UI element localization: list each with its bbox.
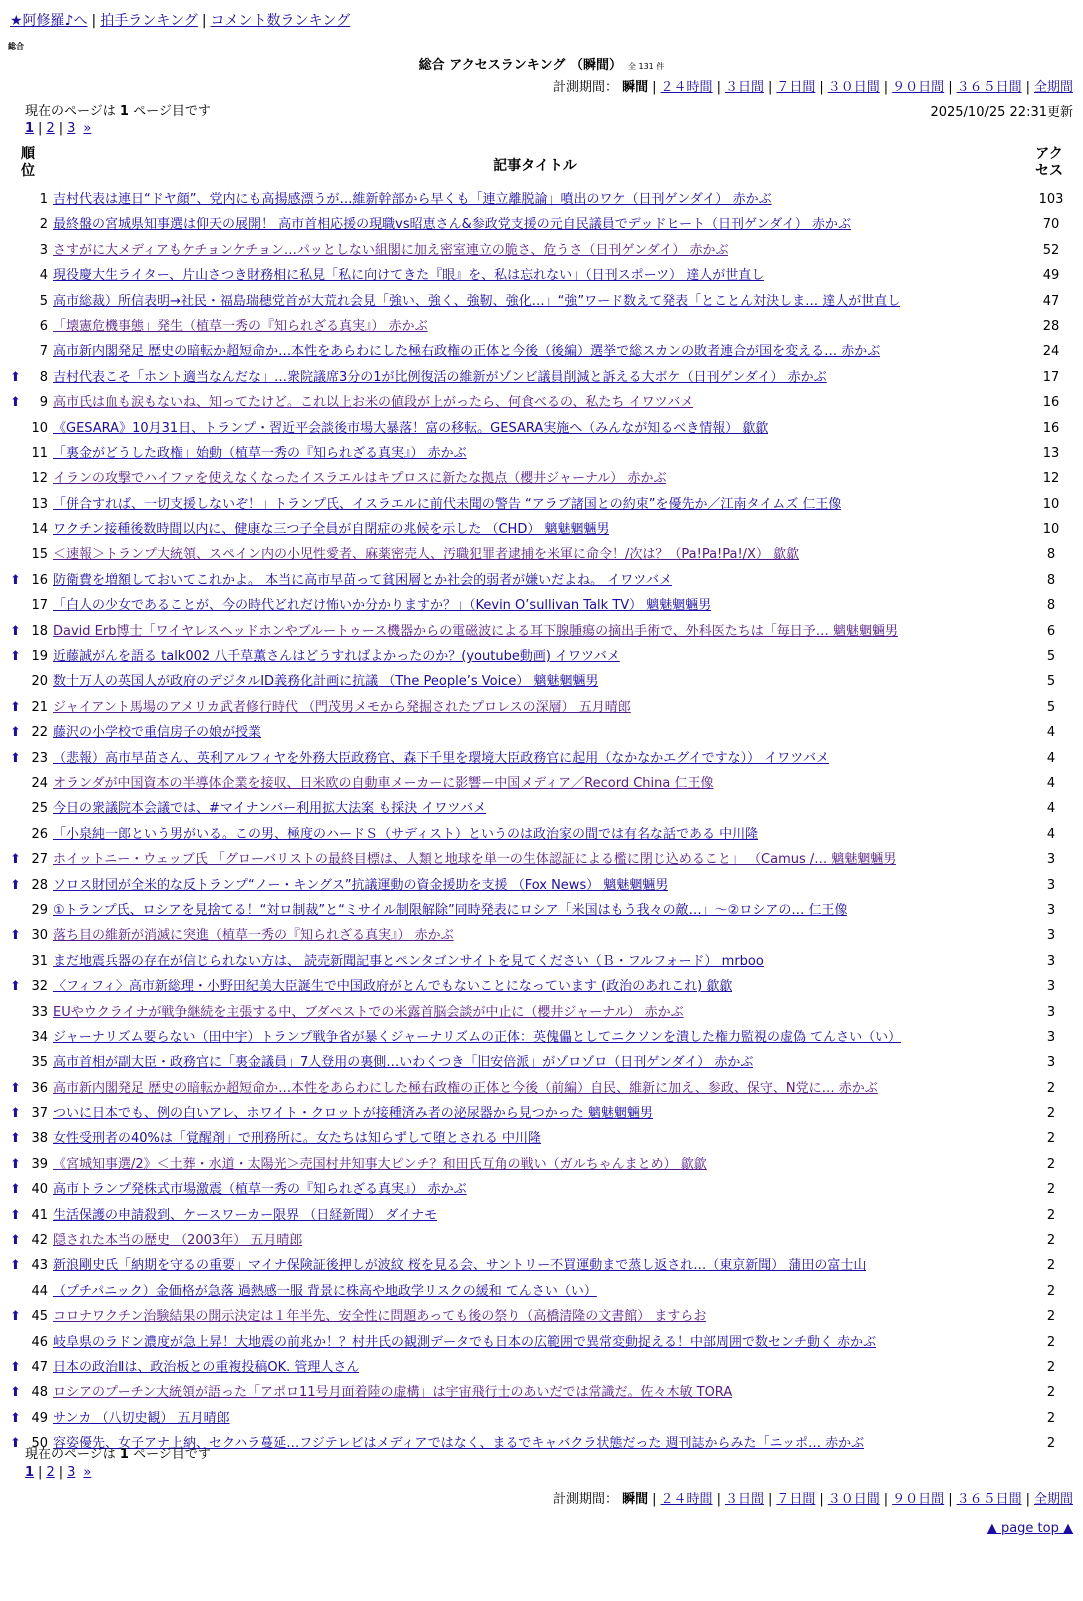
table-row [0, 1204, 1083, 1229]
access-count: 3 [1046, 852, 1056, 868]
separator: | [38, 1465, 43, 1480]
rank-number: 27 [31, 852, 48, 868]
table-row [0, 823, 1083, 848]
article-link[interactable]: 「白人の少女であることが、今の時代どれだけ怖いか分かりますか？」（Kevin O’sullivan Talk TV） 魑魅魍魎男 [53, 598, 712, 614]
article-link[interactable]: イランの攻撃でハイファを使えなくなったイスラエルはキプロスに新たな拠点（櫻井ジャーナル） 赤かぶ [53, 471, 667, 487]
article-link[interactable]: さすがに大メディアもケチョンケチョン…パッとしない組閣に加え密室連立の脆さ、危うさ（日刊ゲンダイ） 赤かぶ [53, 242, 729, 258]
rank-number: 4 [39, 268, 48, 284]
separator: | [716, 1492, 721, 1507]
rank-number: 10 [31, 420, 48, 436]
up-arrow-icon: ⬆ [10, 369, 21, 385]
article-link[interactable]: 日本の政治Ⅱは、政治板との重複投稿OK. 管理人さん [53, 1359, 360, 1375]
table-row [0, 417, 1083, 442]
table-row [0, 696, 1083, 721]
table-row [0, 1051, 1083, 1076]
table-row [0, 721, 1083, 746]
access-count: 4 [1046, 775, 1056, 791]
article-link[interactable]: ソロス財団が全米的な反トランプ“ノー・キングス”抗議運動の資金援助を支援 （Fox News） 魑魅魍魎男 [53, 877, 669, 893]
article-link[interactable]: 新浪剛史氏「納期を守るの重要」マイナ保険証後押しが波紋 桜を見る会、サントリー不買運動まで蒸し返され…（東京新聞） 蒲田の富士山 [53, 1258, 867, 1274]
rank-number: 3 [39, 242, 48, 258]
access-count: 8 [1046, 598, 1056, 614]
rank-number: 25 [31, 801, 48, 817]
article-link[interactable]: 最終盤の宮城県知事選は仰天の展開！ 高市首相応援の現職vs昭恵さん&参政党支援の元自民議員でデッドヒート（日刊ゲンダイ） 赤かぶ [53, 217, 852, 233]
period-link[interactable]: ７日間 [776, 80, 816, 95]
table-row [0, 239, 1083, 264]
rank-number: 44 [31, 1283, 48, 1299]
up-arrow-icon: ⬆ [10, 877, 21, 893]
pager-current[interactable]: 1 [25, 1465, 35, 1480]
access-count: 4 [1046, 750, 1056, 766]
rank-number: 46 [31, 1334, 48, 1350]
article-link[interactable]: 高市氏は血も涙もないね、知ってたけど。これ以上お米の値段が上がったら、何食べるの、私たち イワツバメ [53, 395, 694, 411]
article-link[interactable]: 女性受刑者の40%は「覚醒剤」で刑務所に。女たちは知らずして堕とされる 中川隆 [53, 1131, 542, 1147]
up-arrow-icon: ⬆ [10, 572, 21, 588]
article-link[interactable]: まだ地震兵器の存在が信じられない方は、 読売新聞記事とペンタゴンサイトを見てください（Ｂ・フルフォード） mrboo [53, 953, 764, 969]
table-row [0, 620, 1083, 645]
rank-number: 42 [31, 1233, 48, 1249]
table-row [0, 645, 1083, 670]
period-label: 計測期間： [552, 80, 618, 95]
home-link[interactable]: ★阿修羅♪へ [10, 13, 88, 29]
access-count: 12 [1042, 471, 1060, 487]
access-header: アクセス [1035, 146, 1063, 179]
access-count: 2 [1046, 1436, 1056, 1452]
article-link[interactable]: コロナワクチン治験結果の開示決定は１年半先、安全性に問題あっても後の祭り（高橋清隆の文書館） ますらお [53, 1309, 707, 1325]
table-row [0, 797, 1083, 822]
pager-bottom [25, 1465, 91, 1480]
up-arrow-icon: ⬆ [10, 1410, 21, 1426]
table-row [0, 442, 1083, 467]
rank-number: 49 [31, 1410, 48, 1426]
period-link[interactable]: ７日間 [776, 1492, 816, 1507]
access-count: 4 [1046, 826, 1056, 842]
rank-number: 29 [31, 902, 48, 918]
article-link[interactable]: 「小泉純一郎という男がいる。この男、極度のハードＳ（サディスト）というのは政治家の間では有名な話である 中川隆 [53, 826, 759, 842]
access-count: 52 [1042, 242, 1060, 258]
separator: | [948, 1492, 953, 1507]
rank-number: 21 [31, 699, 48, 715]
rank-number: 22 [31, 725, 48, 741]
period-current: 瞬間 [622, 1492, 649, 1507]
article-link[interactable]: 〈フィフィ〉高市新総理・小野田紀美大臣誕生で中国政府がとんでもないことになっています (政治のあれこれ) 歙歙 [53, 979, 733, 995]
up-arrow-icon: ⬆ [10, 1207, 21, 1223]
period-current: 瞬間 [622, 80, 649, 95]
ranking-table [0, 188, 1083, 1458]
article-link[interactable]: David Erb博士「ワイヤレスヘッドホンやブルートゥース機器からの電磁波による耳下腺腫瘍の摘出手術で、外科医たちは「毎日予… 魑魅魍魎男 [53, 623, 898, 639]
table-row [0, 1305, 1083, 1330]
up-arrow-icon: ⬆ [10, 395, 21, 411]
access-count: 8 [1046, 572, 1056, 588]
table-row [0, 340, 1083, 365]
rank-number: 17 [31, 598, 48, 614]
table-row [0, 899, 1083, 924]
access-count: 3 [1046, 1029, 1056, 1045]
article-link[interactable]: 落ち目の維新が消滅に突進（植草一秀の『知られざる真実』） 赤かぶ [53, 928, 454, 944]
up-arrow-icon: ⬆ [10, 649, 21, 665]
access-count: 2 [1046, 1106, 1056, 1122]
separator: | [1025, 80, 1030, 95]
period-link[interactable]: ３０日間 [827, 80, 880, 95]
article-link[interactable]: ワクチン接種後数時間以内に、健康な三つ子全員が自閉症の兆候を示した （CHD） 魑魅魍魎男 [53, 522, 610, 538]
rank-number: 28 [31, 877, 48, 893]
table-row [0, 1026, 1083, 1051]
article-link[interactable]: ①トランプ氏、ロシアを見捨てる！“対ロ制裁”と“ミサイル制限解除”同時発表にロシア「米国はもう我々の敵…」～②ロシアの… 仁王像 [53, 902, 848, 918]
updated-timestamp: 2025/10/25 22:31更新 [930, 105, 1073, 120]
up-arrow-icon: ⬆ [10, 1258, 21, 1274]
table-row [0, 315, 1083, 340]
access-count: 103 [1038, 192, 1064, 207]
separator: | [819, 80, 824, 95]
page-top-link-wrap [987, 1521, 1073, 1536]
rank-number: 39 [31, 1156, 48, 1172]
rank-number: 8 [39, 369, 48, 385]
rank-number: 32 [31, 979, 48, 995]
rank-number: 45 [31, 1309, 48, 1325]
article-link[interactable]: ついに日本でも、例の白いアレ、ホワイト・クロットが接種済み者の泌尿器から見つかった 魑魅魍魎男 [53, 1106, 653, 1122]
article-link[interactable]: 《宮城知事選/2》＜土葬・水道・太陽光＞売国村井知事大ピンチ？和田氏互角の戦い（ガルちゃんまとめ） 歙歙 [53, 1156, 707, 1172]
access-count: 3 [1046, 979, 1056, 995]
access-count: 70 [1042, 217, 1060, 233]
access-count: 3 [1046, 1055, 1056, 1071]
article-link[interactable]: （悲報）高市早苗さん、英利アルフィヤを外務大臣政務官、森下千里を環境大臣政務官に起用（なかなかエグイですな）） イワツバメ [53, 750, 829, 766]
access-count: 3 [1046, 902, 1056, 918]
article-link[interactable]: ロシアのプーチン大統領が語った「アポロ11号月面着陸の虚構」は宇宙飛行士のあいだでは常識だ。佐々木敏 TORA [53, 1385, 733, 1401]
page-status-top: 現在のページは 1 ページ目です [25, 104, 211, 119]
separator: | [883, 1492, 889, 1507]
access-count: 2 [1046, 1080, 1056, 1096]
access-count: 24 [1042, 344, 1060, 360]
page-title [0, 54, 1083, 73]
period-link[interactable]: ２４時間 [660, 1492, 713, 1507]
up-arrow-icon: ⬆ [10, 852, 21, 868]
period-link[interactable]: ３６５日間 [956, 80, 1022, 95]
period-link[interactable]: ２４時間 [660, 80, 713, 95]
pager-top [25, 121, 91, 136]
separator: | [948, 80, 953, 95]
rank-number: 18 [31, 623, 48, 639]
pager-link[interactable]: 3 [67, 121, 76, 136]
rank-number: 26 [31, 826, 48, 842]
pager-link[interactable]: 3 [67, 1465, 76, 1480]
article-link[interactable]: 現役慶大生ライター、片山さつき財務相に私見「私に向けてきた『眼』を、私は忘れない」（日刊スポーツ） 達人が世直し [53, 268, 765, 284]
pager-link[interactable]: 2 [46, 121, 55, 136]
table-row [0, 975, 1083, 1000]
table-row [0, 1280, 1083, 1305]
pager-next[interactable]: » [83, 1465, 92, 1480]
article-link[interactable]: 高市総裁）所信表明→社民・福島瑞穂党首が大荒れ会見「強い、強く、強靭、強化…」“強”ワード数えて発表「とことん対決しま… 達人が世直し [53, 293, 901, 309]
period-link[interactable]: ３日間 [724, 1492, 764, 1507]
total-count: 全 131 件 [627, 62, 665, 71]
access-count: 16 [1042, 395, 1060, 411]
article-link[interactable]: 《GESARA》10月31日、トランプ・習近平会談後市場大暴落！富の移転。GESARA実施へ（みんなが知るべき情報） 歙歙 [53, 420, 769, 436]
table-row [0, 188, 1083, 213]
access-count: 4 [1046, 801, 1056, 817]
table-row [0, 290, 1083, 315]
title-text: 総合 アクセスランキング （瞬間） [418, 58, 622, 73]
article-link[interactable]: 近藤誠がんを語る talk002 八千草薫さんはどうすればよかったのか？(youtube動画) イワツバメ [53, 649, 620, 665]
up-arrow-icon: ⬆ [10, 1080, 21, 1096]
comment-ranking-link[interactable]: コメント数ランキング [210, 13, 351, 29]
table-row [0, 1077, 1083, 1102]
table-row [0, 1356, 1083, 1381]
up-arrow-icon: ⬆ [10, 1156, 21, 1172]
up-arrow-icon: ⬆ [10, 699, 21, 715]
up-arrow-icon: ⬆ [10, 1309, 21, 1325]
rank-number: 41 [31, 1207, 48, 1223]
access-count: 5 [1046, 649, 1056, 665]
table-row [0, 467, 1083, 492]
article-link[interactable]: 「壊憲危機事態」発生（植草一秀の『知られざる真実』） 赤かぶ [53, 318, 428, 334]
article-link[interactable]: 「裏金がどうした政権」始動（植草一秀の『知られざる真実』） 赤かぶ [53, 445, 467, 461]
separator: | [652, 80, 657, 95]
article-link[interactable]: 藤沢の小学校で重信房子の娘が授業 [53, 725, 262, 741]
access-count: 4 [1046, 725, 1056, 741]
period-link[interactable]: ３０日間 [827, 1492, 880, 1507]
up-arrow-icon: ⬆ [10, 928, 21, 944]
pager-link[interactable]: 2 [46, 1465, 55, 1480]
article-link[interactable]: ホイットニー・ウェッブ氏 「グローバリストの最終目標は、人類と地球を単一の生体認証による檻に閉じ込めること」 （Camus /… 魑魅魍魎男 [53, 852, 897, 868]
article-link[interactable]: 今日の衆議院本会議では、#マイナンバー利用拡大法案 も採決 イワツバメ [53, 801, 487, 817]
clap-ranking-link[interactable]: 拍手ランキング [100, 13, 198, 29]
article-link[interactable]: 生活保護の申請殺到、ケースワーカー限界 （日経新聞） ダイナモ [53, 1207, 438, 1223]
article-link[interactable]: ジャイアント馬場のアメリカ武者修行時代 （門茂男メモから発掘されたプロレスの深層） 五月晴郎 [53, 699, 631, 715]
access-count: 2 [1046, 1233, 1056, 1249]
table-row [0, 1102, 1083, 1127]
up-arrow-icon: ⬆ [10, 979, 21, 995]
table-row [0, 366, 1083, 391]
rank-number: 14 [31, 522, 48, 538]
table-row [0, 1127, 1083, 1152]
access-count: 2 [1046, 1309, 1056, 1325]
table-row [0, 670, 1083, 695]
rank-number: 1 [39, 192, 48, 207]
table-row [0, 213, 1083, 238]
period-link[interactable]: ３６５日間 [956, 1492, 1022, 1507]
separator: | [1025, 1492, 1030, 1507]
up-arrow-icon: ⬆ [10, 1385, 21, 1401]
access-count: 2 [1046, 1334, 1056, 1350]
access-count: 17 [1042, 369, 1060, 385]
rank-number: 16 [31, 572, 48, 588]
table-row [0, 518, 1083, 543]
period-link[interactable]: ３日間 [724, 80, 764, 95]
access-count: 3 [1046, 1004, 1056, 1020]
period-link[interactable]: ９０日間 [892, 80, 945, 95]
table-row [0, 391, 1083, 416]
table-row [0, 747, 1083, 772]
up-arrow-icon: ⬆ [10, 1359, 21, 1375]
access-count: 8 [1046, 547, 1056, 563]
rank-number: 35 [31, 1055, 48, 1071]
separator: | [652, 1492, 657, 1507]
table-row [0, 1381, 1083, 1406]
access-count: 2 [1046, 1359, 1056, 1375]
period-selector-bottom [553, 1488, 1073, 1507]
access-count: 2 [1046, 1410, 1056, 1426]
rank-number: 48 [31, 1385, 48, 1401]
separator: | [767, 80, 773, 95]
access-count: 28 [1042, 318, 1060, 334]
up-arrow-icon: ⬆ [10, 1233, 21, 1249]
article-link[interactable]: ジャーナリズム要らない（田中宇）トランプ戦争省が暴くジャーナリズムの正体：英傀儡としてニクソンを潰した権力監視の虚偽 てんさい（い） [53, 1029, 902, 1045]
access-count: 6 [1046, 623, 1056, 639]
rank-number: 20 [31, 674, 48, 690]
article-link[interactable]: ＜速報＞トランプ大統領、スペイン内の小児性愛者、麻薬密売人、汚職犯罪者逮捕を米軍に命令！/次は？（Pa!Pa!Pa!/X） 歙歙 [53, 547, 800, 563]
up-arrow-icon: ⬆ [10, 1131, 21, 1147]
article-link[interactable]: 高市首相が副大臣・政務官に「裏金議員」7人登用の裏側…いわくつき「旧安倍派」がゾロゾロ（日刊ゲンダイ） 赤かぶ [53, 1055, 754, 1071]
rank-number: 7 [39, 344, 48, 360]
table-row [0, 950, 1083, 975]
category-label: 総合 [8, 42, 24, 51]
access-count: 10 [1042, 496, 1060, 512]
separator: | [58, 1465, 64, 1480]
table-row [0, 924, 1083, 949]
page-status-bottom: 現在のページは 1 ページ目です [25, 1447, 211, 1462]
table-row [0, 569, 1083, 594]
rank-number: 31 [31, 953, 48, 969]
access-count: 13 [1042, 445, 1060, 461]
article-link[interactable]: 高市新内閣発足 歴史の暗転か超短命か…本性をあらわにした極右政権の正体と今後（後編）選挙で総スカンの敗者連合が国を変える… 赤かぶ [53, 344, 881, 360]
rank-number: 6 [39, 318, 48, 334]
pager-current[interactable]: 1 [25, 121, 35, 136]
article-link[interactable]: 容姿優先、女子アナ上納、セクハラ蔓延…フジテレビはメディアではなく、まるでキャバクラ状態だった 週刊誌からみた「ニッポ… 赤かぶ [53, 1436, 865, 1452]
table-row [0, 543, 1083, 568]
access-count: 2 [1046, 1283, 1056, 1299]
up-arrow-icon: ⬆ [10, 1106, 21, 1122]
period-link[interactable]: 全期間 [1033, 80, 1073, 95]
rank-header: 順位 [21, 146, 35, 179]
up-arrow-icon: ⬆ [10, 623, 21, 639]
article-link[interactable]: 高市トランプ発株式市場激震（植草一秀の『知られざる真実』） 赤かぶ [53, 1182, 467, 1198]
page-top-link[interactable]: ▲ page top ▲ [986, 1521, 1073, 1536]
article-link[interactable]: 防衛費を増額しておいてこれかよ。 本当に高市早苗って貧困層とか社会的弱者が嫌いだよね。 イワツバメ [53, 572, 673, 588]
pager-next[interactable]: » [83, 121, 92, 136]
table-row [0, 493, 1083, 518]
rank-number: 33 [31, 1004, 48, 1020]
up-arrow-icon: ⬆ [10, 750, 21, 766]
title-header: 記事タイトル [493, 158, 577, 174]
article-link[interactable]: 岐阜県のラドン濃度が急上昇！大地震の前兆か！？村井氏の観測データでも日本の広範囲で異常変動捉える！中部周囲で数センチ動く 赤かぶ [53, 1334, 877, 1350]
access-count: 49 [1042, 268, 1060, 284]
table-row [0, 1229, 1083, 1254]
access-count: 47 [1042, 293, 1060, 309]
up-arrow-icon: ⬆ [10, 725, 21, 741]
rank-number: 50 [31, 1436, 48, 1452]
separator: | [716, 80, 721, 95]
table-row [0, 1001, 1083, 1026]
access-count: 2 [1046, 1156, 1056, 1172]
table-row [0, 772, 1083, 797]
rank-number: 24 [31, 775, 48, 791]
access-count: 2 [1046, 1385, 1056, 1401]
article-link[interactable]: （プチパニック）金価格が急落 過熱感一服 背景に株高や地政学リスクの緩和 てんさい（い） [53, 1283, 597, 1299]
separator: | [883, 80, 889, 95]
separator: | [767, 1492, 773, 1507]
access-count: 3 [1046, 877, 1056, 893]
access-count: 3 [1046, 953, 1056, 969]
separator: | [38, 121, 43, 136]
access-count: 5 [1046, 674, 1056, 690]
article-link[interactable]: サンカ （八切史観） 五月晴郎 [53, 1410, 230, 1426]
rank-number: 23 [31, 750, 48, 766]
rank-number: 15 [31, 547, 48, 563]
article-link[interactable]: 吉村代表は連日“ドヤ顔”、党内にも高揚感漂うが…維新幹部から早くも「連立離脱論」噴出のワケ（日刊ゲンダイ） 赤かぶ [53, 192, 772, 207]
rank-number: 2 [39, 217, 48, 233]
table-row [0, 874, 1083, 899]
article-link[interactable]: 高市新内閣発足 歴史の暗転か超短命か…本性をあらわにした極右政権の正体と今後（前編）自民、維新に加え、参政、保守、N党に… 赤かぶ [53, 1080, 878, 1096]
access-count: 3 [1046, 928, 1056, 944]
article-link[interactable]: 「併合すれば、一切支援しないぞ！」トランプ氏、イスラエルに前代未聞の警告 “アラブ諸国との約束”を優先か／江南タイムズ 仁王像 [53, 496, 842, 512]
table-row [0, 1254, 1083, 1279]
table-row [0, 1407, 1083, 1432]
period-selector-top [553, 76, 1073, 95]
rank-number: 11 [31, 445, 48, 461]
article-link[interactable]: EUやウクライナが戦争継続を主張する中、ブダペストでの米露首脳会談が中止に（櫻井ジャーナル） 赤かぶ [53, 1004, 684, 1020]
separator: | [58, 121, 64, 136]
rank-number: 19 [31, 649, 48, 665]
article-link[interactable]: 数十万人の英国人が政府のデジタルID義務化計画に抗議 （The People’s Voice） 魑魅魍魎男 [53, 674, 599, 690]
rank-number: 5 [39, 293, 48, 309]
up-arrow-icon: ⬆ [10, 1182, 21, 1198]
table-row [0, 1153, 1083, 1178]
period-link[interactable]: ９０日間 [892, 1492, 945, 1507]
table-row [0, 594, 1083, 619]
article-link[interactable]: オランダが中国資本の半導体企業を接収、日米欧の自動車メーカーに影響ー中国メディア／Record China 仁王像 [53, 775, 714, 791]
article-link[interactable]: 吉村代表こそ「ホント適当なんだな」…衆院議席3分の1が比例復活の維新がゾンビ議員削減と訴える大ボケ（日刊ゲンダイ） 赤かぶ [53, 369, 827, 385]
rank-number: 9 [39, 395, 48, 411]
rank-number: 34 [31, 1029, 48, 1045]
access-count: 5 [1046, 699, 1056, 715]
rank-number: 13 [31, 496, 48, 512]
access-count: 2 [1046, 1182, 1056, 1198]
table-row [0, 848, 1083, 873]
table-row [0, 1331, 1083, 1356]
top-nav: ★阿修羅♪へ | 拍手ランキング | コメント数ランキング [10, 13, 351, 29]
separator: | [819, 1492, 824, 1507]
rank-number: 37 [31, 1106, 48, 1122]
rank-number: 38 [31, 1131, 48, 1147]
rank-number: 40 [31, 1182, 48, 1198]
rank-number: 12 [31, 471, 48, 487]
rank-number: 36 [31, 1080, 48, 1096]
table-row [0, 264, 1083, 289]
rank-number: 47 [31, 1359, 48, 1375]
period-link[interactable]: 全期間 [1033, 1492, 1073, 1507]
access-count: 2 [1046, 1258, 1056, 1274]
rank-number: 43 [31, 1258, 48, 1274]
period-label: 計測期間： [552, 1492, 618, 1507]
access-count: 2 [1046, 1131, 1056, 1147]
table-row [0, 1178, 1083, 1203]
access-count: 16 [1042, 420, 1060, 436]
access-count: 10 [1042, 522, 1060, 538]
up-arrow-icon: ⬆ [10, 1436, 21, 1452]
access-count: 2 [1046, 1207, 1056, 1223]
article-link[interactable]: 隠された本当の歴史 （2003年） 五月晴郎 [53, 1233, 303, 1249]
rank-number: 30 [31, 928, 48, 944]
